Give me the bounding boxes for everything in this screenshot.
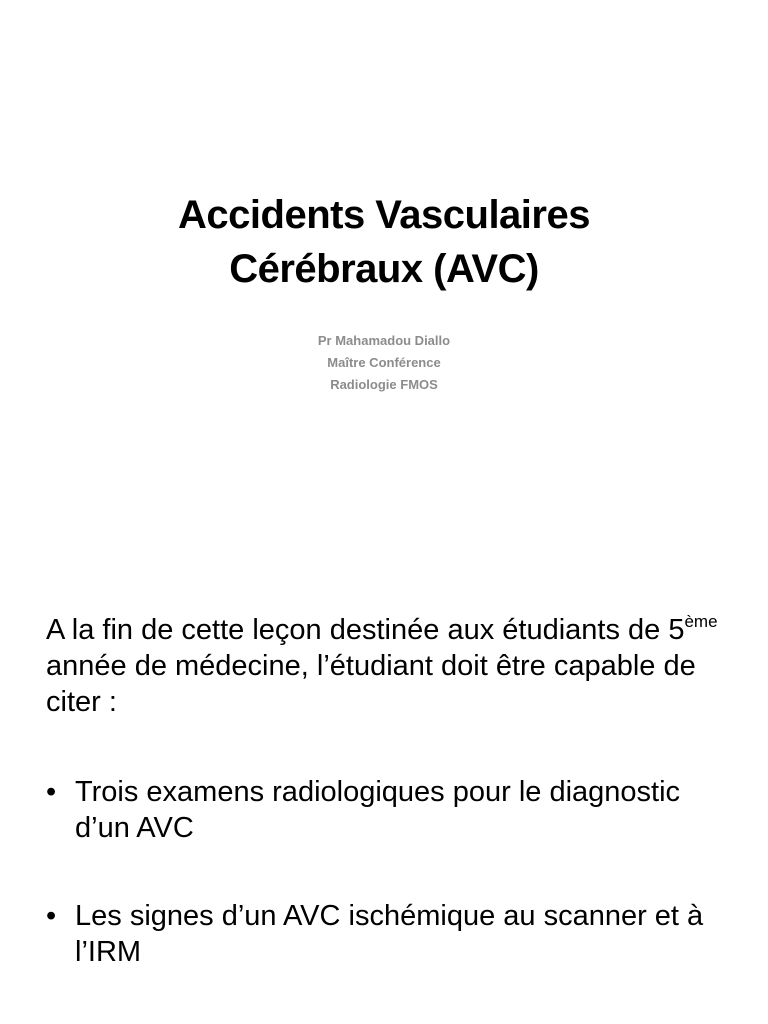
author-role: Maître Conférence bbox=[327, 355, 441, 370]
title-line: Cérébraux (AVC) bbox=[229, 247, 539, 291]
objectives-intro bbox=[46, 612, 736, 720]
author-affiliation: Radiologie FMOS bbox=[330, 377, 438, 392]
intro-text: A la fin de cette leçon destinée aux étudiants de 5 bbox=[46, 614, 685, 646]
intro-text-continued: année de médecine, l’étudiant doit être capable de citer : bbox=[46, 650, 696, 718]
bullet-icon: • bbox=[46, 776, 57, 808]
list-item bbox=[46, 898, 736, 970]
title-line: Accidents Vasculaires bbox=[178, 193, 590, 237]
author-name: Pr Mahamadou Diallo bbox=[317, 333, 451, 348]
ordinal-superscript: ème bbox=[684, 612, 718, 631]
objectives-slide bbox=[0, 512, 768, 1024]
slide-subtitle bbox=[0, 330, 768, 396]
bullet-icon: • bbox=[46, 900, 57, 932]
slide-title bbox=[0, 188, 768, 296]
list-item bbox=[46, 774, 736, 846]
objectives-list bbox=[46, 774, 736, 1022]
list-item-text: Trois examens radiologiques pour le diagnostic d’un AVC bbox=[75, 776, 681, 844]
list-item-text: Les signes d’un AVC ischémique au scanner et à l’IRM bbox=[75, 900, 704, 968]
